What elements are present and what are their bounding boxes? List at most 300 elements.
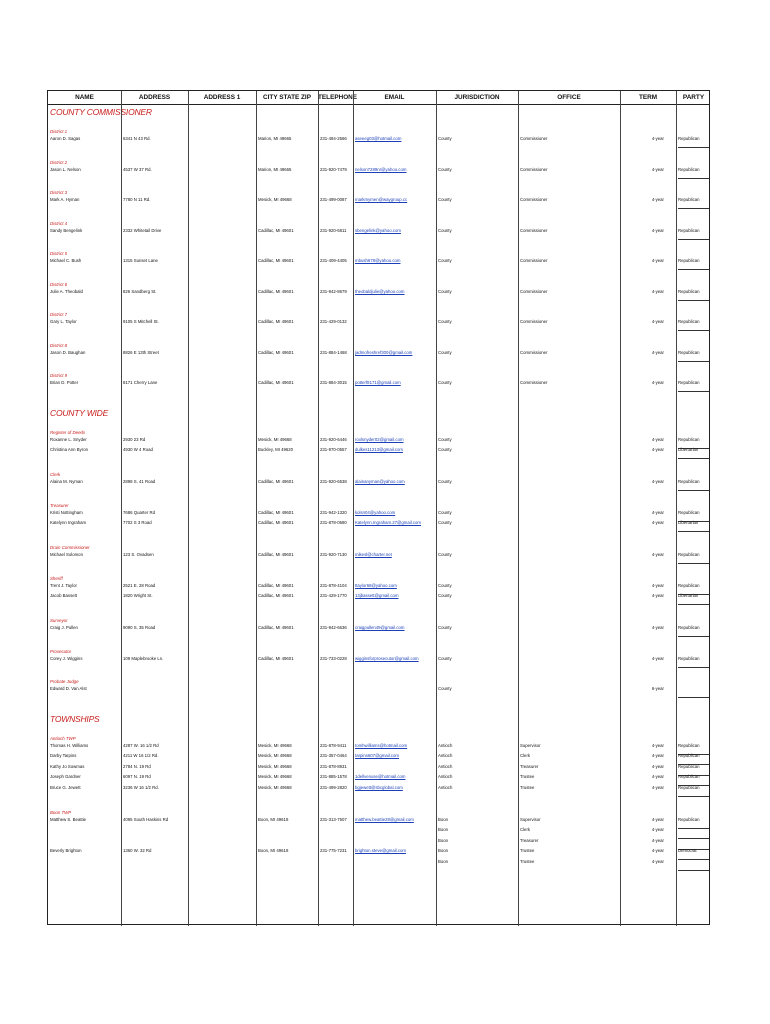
cell-city: Cadillac, MI 49601	[258, 582, 294, 588]
cell-term: 4-year	[651, 436, 664, 442]
cell-name: Joseph Gardner	[50, 774, 81, 779]
cell-email[interactable]: markmymen@waygroup.cc	[355, 197, 408, 202]
party-underline	[678, 239, 709, 240]
group-label: District 9	[50, 373, 68, 378]
cell-term: 6-year	[651, 686, 664, 691]
cell-email[interactable]: Katelynn.Ingraham.27@gmail.com	[355, 520, 421, 525]
cell-party: Libertarian	[678, 520, 699, 525]
cell-term: 4-year	[651, 763, 664, 769]
party-underline	[678, 330, 709, 331]
group-label: District 7	[50, 312, 68, 317]
table-row	[48, 772, 709, 781]
table-row	[48, 684, 709, 693]
cell-city: Cadillac, MI 49601	[258, 520, 294, 525]
party-underline	[678, 796, 709, 797]
party-underline	[678, 563, 709, 564]
cell-telephone: 231-313-7507	[320, 816, 347, 822]
group-label: Drain Commissioner	[50, 545, 90, 550]
cell-telephone: 231-429-0132	[320, 319, 347, 324]
cell-name: Roxanne L. Snyder	[50, 436, 87, 442]
party-underline	[678, 604, 709, 605]
cell-party: Republican	[678, 552, 700, 557]
cell-term: 4-year	[651, 552, 664, 557]
cell-email[interactable]: tarpins607@gmail.com	[355, 753, 400, 758]
cell-jurisdiction: County	[438, 197, 452, 202]
cell-name: Aaron D. Sagas	[50, 136, 81, 141]
cell-email[interactable]: 1dellvenuse@hotmail.com	[355, 774, 406, 779]
cell-address: 2332 Whitetail Drive	[123, 227, 162, 233]
cell-term: 4-year	[651, 380, 664, 385]
cell-term: 4-year	[651, 479, 664, 484]
column-divider	[353, 91, 354, 926]
cell-office: Trustee	[520, 848, 535, 853]
cell-name: Matthew S. Beattie	[50, 816, 87, 822]
cell-term: 4-year	[651, 625, 664, 630]
column-divider	[620, 91, 621, 926]
cell-address: 6341 N 43 Rd.	[123, 136, 151, 141]
cell-jurisdiction: County	[438, 520, 452, 525]
cell-telephone: 231-884-3015	[320, 380, 347, 385]
cell-name: Kristi Nottingham	[50, 509, 83, 515]
cell-office: Commissioner	[520, 288, 548, 294]
table-row	[48, 751, 709, 760]
cell-telephone: 231-970-0557	[320, 447, 347, 452]
cell-city: Buckley, MI 49620	[258, 447, 294, 452]
table-row	[48, 815, 709, 824]
cell-party: Republican	[678, 258, 700, 263]
group-label: Boon TWP	[50, 809, 72, 815]
table-row	[48, 518, 709, 527]
cell-email[interactable]: theobaldjulie@yahoo.com	[355, 288, 405, 294]
cell-city: Mesick, MI 49668	[258, 784, 292, 790]
cell-city: Cadillac, MI 49601	[258, 288, 294, 294]
cell-office: Commissioner	[520, 319, 548, 324]
cell-city: Mesick, MI 49668	[258, 763, 292, 769]
cell-city: Marion, MI 49665	[258, 136, 292, 141]
group-label: Prosecutor	[50, 648, 72, 654]
cell-office: Commissioner	[520, 227, 548, 233]
cell-jurisdiction: County	[438, 319, 452, 324]
cell-jurisdiction: County	[438, 349, 452, 355]
cell-telephone: 231-885-1578	[320, 774, 347, 779]
table-row	[48, 591, 709, 600]
cell-city: Cadillac, MI 49601	[258, 319, 294, 324]
cell-party: Republican	[678, 197, 700, 202]
cell-office: Trustee	[520, 858, 535, 864]
cell-city: Mesick, MI 49668	[258, 197, 292, 202]
cell-address: 826 Sandberg St.	[123, 288, 157, 294]
table-row	[48, 836, 709, 845]
cell-email[interactable]: nelson7289nr@yahoo.com	[355, 166, 407, 172]
cell-city: Cadillac, MI 49601	[258, 655, 294, 661]
cell-term: 4-year	[651, 848, 664, 853]
table-row	[48, 846, 709, 855]
cell-name: Jacob Bassett	[50, 593, 77, 598]
column-divider	[676, 91, 677, 926]
cell-office: Commissioner	[520, 136, 548, 141]
group-label: District 1	[50, 129, 68, 134]
party-underline	[678, 147, 709, 148]
party-underline	[678, 178, 709, 179]
cell-jurisdiction: County	[438, 655, 452, 661]
table-row	[48, 623, 709, 632]
cell-term: 4-year	[651, 655, 664, 661]
cell-office: Treasurer	[520, 763, 539, 769]
cell-email[interactable]: kolsn04@yahoo.com	[355, 509, 396, 515]
cell-telephone: 231-884-1468	[320, 349, 347, 355]
header-party: PARTY	[682, 94, 705, 101]
cell-term: 4-year	[651, 816, 664, 822]
group-label: Antioch TWP	[50, 735, 76, 741]
cell-party: Republican	[678, 319, 700, 324]
cell-address: 7686 Quarter Rd	[123, 509, 156, 515]
cell-jurisdiction: County	[438, 582, 452, 588]
cell-email[interactable]: roxlsnyder02@gmail.com	[355, 436, 404, 442]
party-underline	[678, 300, 709, 301]
party-underline	[678, 269, 709, 270]
cell-email[interactable]: ttaylor68@yahoo.com	[355, 582, 397, 588]
cell-telephone: 231-942-1320	[320, 509, 347, 515]
cell-telephone: 231-920-7130	[320, 552, 347, 557]
party-underline	[678, 697, 709, 698]
cell-city: Marion, MI 49665	[258, 166, 292, 172]
cell-office: Treasurer	[520, 837, 539, 843]
cell-name: Christina Ann Byron	[50, 447, 88, 452]
cell-name: Jason D. Baughan	[50, 349, 86, 355]
cell-email[interactable]: 13jbassett@gmail.com	[355, 593, 399, 598]
header-telephone: TELEPHONE	[318, 94, 358, 101]
cell-jurisdiction: County	[438, 436, 452, 442]
cell-telephone: 231-733-0228	[320, 655, 347, 661]
cell-address: 109 Maplebrooke Ln.	[123, 655, 164, 661]
cell-address: 4930 W 4 Road	[123, 447, 153, 452]
cell-office: Commissioner	[520, 349, 548, 355]
cell-address: 2930 23 Rd	[123, 436, 146, 442]
cell-name: Brian D. Potter	[50, 380, 79, 385]
cell-name: Mark A. Hyman	[50, 197, 80, 202]
cell-party: Republican	[678, 774, 700, 779]
cell-party: Republican	[678, 288, 700, 294]
cell-name: Darby Tarpins	[50, 753, 77, 758]
cell-jurisdiction: County	[438, 552, 452, 557]
cell-city: Boon, MI 49618	[258, 816, 289, 822]
column-divider	[188, 91, 189, 926]
cell-name: Kathy Jo Sowmas	[50, 763, 85, 769]
cell-jurisdiction: County	[438, 509, 452, 515]
cell-email[interactable]: sbengelink@yahoo.com	[355, 227, 401, 233]
party-underline	[678, 531, 709, 532]
cell-term: 4-year	[651, 784, 664, 790]
cell-email[interactable]: potterf8171@gmail.com	[355, 380, 401, 385]
cell-email[interactable]: aseeeg03@hotmail.com	[355, 136, 402, 141]
table-row	[48, 195, 709, 204]
cell-address: 2521 E. 28 Road	[123, 582, 156, 588]
cell-telephone: 231-878-8931	[320, 763, 347, 769]
header-address: ADDRESS	[138, 94, 171, 101]
column-divider	[518, 91, 519, 926]
cell-email[interactable]: jadmofreshref300@gmail.com	[355, 349, 413, 355]
cell-party: Libertarian	[678, 447, 699, 452]
cell-city: Cadillac, MI 49601	[258, 479, 294, 484]
cell-city: Cadillac, MI 49601	[258, 258, 294, 263]
cell-address: 4095 South Haskins Rd	[123, 816, 169, 822]
cell-party: Republican	[678, 742, 700, 748]
cell-term: 4-year	[651, 837, 664, 843]
cell-address: 4537 W 37 Rd.	[123, 166, 152, 172]
cell-email[interactable]: dulkes11213@gmail.com	[355, 447, 403, 452]
cell-party: Republican	[678, 655, 700, 661]
table-row	[48, 825, 709, 834]
cell-name: Sandy Bengelink	[50, 227, 83, 233]
cell-telephone: 231-775-7231	[320, 848, 347, 853]
cell-address: 4287 W. 16 1/2 Rd	[123, 742, 159, 748]
header-address-1: ADDRESS 1	[203, 94, 241, 101]
cell-email[interactable]: alainanyman@yahoo.com	[355, 479, 405, 484]
cell-telephone: 231-920-6446	[320, 436, 347, 442]
column-divider	[436, 91, 437, 926]
cell-email[interactable]: wigginsforprosecutor@gmail.com	[355, 655, 419, 661]
cell-name: Craig J. Pullen	[50, 625, 78, 630]
cell-city: Mesick, MI 49668	[258, 753, 292, 758]
cell-name: Michael Solomon	[50, 552, 83, 557]
cell-office: Clerk	[520, 753, 531, 758]
party-underline	[678, 458, 709, 459]
table-row	[48, 256, 709, 265]
cell-jurisdiction: County	[438, 625, 452, 630]
cell-address: 2784 N. 19 Rd	[123, 763, 151, 769]
table-row	[48, 226, 709, 235]
cell-party: Republican	[678, 436, 700, 442]
cell-address: 1360 W. 32 Rd	[123, 848, 152, 853]
cell-email[interactable]: brighton.steve@gmail.com	[355, 848, 406, 853]
table-row	[48, 762, 709, 771]
group-label: Probate Judge	[50, 679, 79, 684]
cell-telephone: 231-942-8679	[320, 288, 347, 294]
cell-party: Democrat	[678, 848, 697, 853]
cell-telephone: 231-878-9411	[320, 742, 347, 748]
cell-jurisdiction: Boon	[438, 827, 449, 832]
cell-telephone: 231-878-0580	[320, 520, 347, 525]
cell-jurisdiction: Boon	[438, 816, 449, 822]
cell-email[interactable]: mbush678@yahoo.com	[355, 258, 401, 263]
cell-telephone: 231-499-0087	[320, 197, 347, 202]
table-row	[48, 783, 709, 792]
cell-term: 4-year	[651, 349, 664, 355]
cell-term: 4-year	[651, 858, 664, 864]
cell-office: Commissioner	[520, 258, 548, 263]
cell-party: Republican	[678, 816, 700, 822]
cell-name: Julie A. Theobald	[50, 288, 83, 294]
cell-email[interactable]: tomhwilliams@hotmail.com	[355, 742, 408, 748]
cell-name: Alaina M. Nyman	[50, 479, 83, 484]
cell-name: Gary L. Taylor	[50, 319, 77, 324]
cell-telephone: 231-942-6636	[320, 625, 347, 630]
cell-office: Commissioner	[520, 197, 548, 202]
group-label: District 6	[50, 281, 68, 287]
cell-telephone: 231-499-2820	[320, 784, 347, 790]
cell-jurisdiction: County	[438, 166, 452, 172]
group-label: Surveyor	[50, 618, 68, 623]
cell-telephone: 231-409-4405	[320, 258, 347, 263]
section-title: COUNTY COMMISSIONER	[50, 107, 152, 117]
cell-jurisdiction: Boon	[438, 837, 449, 843]
cell-telephone: 231-878-4104	[320, 582, 347, 588]
header-office: OFFICE	[557, 94, 581, 101]
cell-jurisdiction: Antioch	[438, 742, 453, 748]
table-row	[48, 317, 709, 326]
column-divider	[318, 91, 319, 926]
cell-party: Republican	[678, 349, 700, 355]
table-row	[48, 445, 709, 454]
cell-name: Katelynn Ingraham	[50, 520, 87, 525]
cell-jurisdiction: County	[438, 479, 452, 484]
cell-name: Corey J. Wiggins	[50, 655, 83, 661]
header-row	[48, 91, 709, 105]
party-underline	[678, 391, 709, 392]
cell-term: 4-year	[651, 319, 664, 324]
cell-jurisdiction: Antioch	[438, 763, 453, 769]
party-underline	[678, 361, 709, 362]
cell-email[interactable]: craigpullen49@gmail.com	[355, 625, 405, 630]
cell-telephone: 231-920-6811	[320, 227, 347, 233]
cell-address: 8171 Cherry Lane	[123, 380, 158, 385]
group-label: District 8	[50, 342, 68, 348]
group-label: Treasurer	[50, 502, 69, 508]
cell-jurisdiction: Boon	[438, 848, 449, 853]
cell-name: Thomas H. Williams	[50, 742, 89, 748]
cell-address: 6097 N. 19 Rd	[123, 774, 151, 779]
cell-term: 4-year	[651, 520, 664, 525]
cell-term: 4-year	[651, 593, 664, 598]
cell-term: 4-year	[651, 774, 664, 779]
group-label: Sheriff	[50, 575, 63, 581]
cell-jurisdiction: County	[438, 686, 452, 691]
section-title: TOWNSHIPS	[50, 713, 100, 724]
cell-telephone: 231-494-2566	[320, 136, 347, 141]
cell-term: 4-year	[651, 509, 664, 515]
cell-name: Bruce G. Jewett	[50, 784, 81, 790]
cell-party: Republican	[678, 166, 700, 172]
table-row	[48, 165, 709, 174]
cell-term: 4-year	[651, 742, 664, 748]
cell-office: Trustee	[520, 774, 535, 779]
cell-city: Mesick, MI 49668	[258, 742, 292, 748]
group-label: District 2	[50, 159, 68, 165]
cell-email[interactable]: mikesl@charter.net	[355, 552, 392, 557]
cell-jurisdiction: County	[438, 227, 452, 233]
section-title: COUNTY WIDE	[50, 407, 109, 418]
table-row	[48, 287, 709, 296]
table-row	[48, 134, 709, 143]
cell-jurisdiction: County	[438, 593, 452, 598]
cell-term: 4-year	[651, 197, 664, 202]
cell-email[interactable]: matthew.beattie28@gmail.com	[355, 816, 414, 822]
cell-city: Mesick, MI 49668	[258, 774, 292, 779]
cell-party: Libertarian	[678, 593, 699, 598]
cell-name: Trent J. Taylor	[50, 582, 77, 588]
group-label: Clerk	[50, 472, 61, 477]
spreadsheet	[47, 90, 710, 925]
cell-telephone: 231-357-0464	[320, 753, 347, 758]
cell-name: Jason L. Nelson	[50, 166, 81, 172]
table-row	[48, 435, 709, 444]
cell-address: 9090 S. 35 Road	[123, 625, 156, 630]
cell-address: 1315 Sunset Lane	[123, 258, 158, 263]
cell-city: Cadillac, MI 49601	[258, 349, 294, 355]
cell-address: 9105 S Mitchell St.	[123, 319, 159, 324]
cell-city: Cadillac, MI 49601	[258, 227, 294, 233]
cell-telephone: 231-920-6538	[320, 479, 347, 484]
cell-jurisdiction: Antioch	[438, 784, 453, 790]
cell-jurisdiction: County	[438, 447, 452, 452]
cell-jurisdiction: County	[438, 288, 452, 294]
column-divider	[256, 91, 257, 926]
cell-city: Boon, MI 49618	[258, 848, 289, 853]
cell-address: 4211 W 16 1/2 Rd.	[123, 753, 159, 758]
cell-jurisdiction: County	[438, 136, 452, 141]
cell-email[interactable]: bgjewett@sbcglobal.com	[355, 784, 403, 790]
cell-term: 4-year	[651, 288, 664, 294]
cell-jurisdiction: County	[438, 380, 452, 385]
party-underline	[678, 870, 709, 871]
table-row	[48, 378, 709, 387]
party-underline	[678, 636, 709, 637]
cell-name: Michael C. Bush	[50, 258, 82, 263]
cell-city: Cadillac, MI 49601	[258, 509, 294, 515]
cell-party: Republican	[678, 753, 700, 758]
cell-city: Cadillac, MI 49601	[258, 593, 294, 598]
cell-office: Commissioner	[520, 166, 548, 172]
cell-term: 4-year	[651, 258, 664, 263]
group-label: District 5	[50, 251, 68, 256]
table-row	[48, 550, 709, 559]
header-jurisdiction: JURISDICTION	[454, 94, 500, 101]
cell-term: 4-year	[651, 227, 664, 233]
table-row	[48, 508, 709, 517]
cell-office: Trustee	[520, 784, 535, 790]
cell-city: Cadillac, MI 49601	[258, 380, 294, 385]
table-row	[48, 741, 709, 750]
cell-office: Supervisor	[520, 742, 541, 748]
header-term: TERM	[638, 94, 658, 101]
cell-party: Republican	[678, 582, 700, 588]
table-row	[48, 581, 709, 590]
group-label: Register of Deeds	[50, 429, 86, 435]
cell-jurisdiction: County	[438, 258, 452, 263]
party-underline	[678, 490, 709, 491]
cell-party: Republican	[678, 136, 700, 141]
cell-term: 4-year	[651, 136, 664, 141]
cell-party: Republican	[678, 625, 700, 630]
cell-address: 7702 S 3 Road	[123, 520, 152, 525]
cell-jurisdiction: Boon	[438, 858, 449, 864]
table-row	[48, 477, 709, 486]
cell-party: Republican	[678, 479, 700, 484]
cell-party: Republican	[678, 784, 700, 790]
cell-term: 4-year	[651, 827, 664, 832]
cell-name: Edward D. Van Alst	[50, 686, 87, 691]
cell-telephone: 231-429-1770	[320, 593, 347, 598]
cell-office: Supervisor	[520, 816, 541, 822]
cell-city: Mesick, MI 49668	[258, 436, 292, 442]
cell-term: 4-year	[651, 166, 664, 172]
cell-telephone: 231-920-7479	[320, 166, 347, 172]
cell-address: 3236 W 16 1/2 Rd.	[123, 784, 159, 790]
cell-party: Republican	[678, 227, 700, 233]
cell-city: Cadillac, MI 49601	[258, 552, 294, 557]
cell-name: Beverly Brighton	[50, 848, 82, 853]
cell-city: Cadillac, MI 49601	[258, 625, 294, 630]
